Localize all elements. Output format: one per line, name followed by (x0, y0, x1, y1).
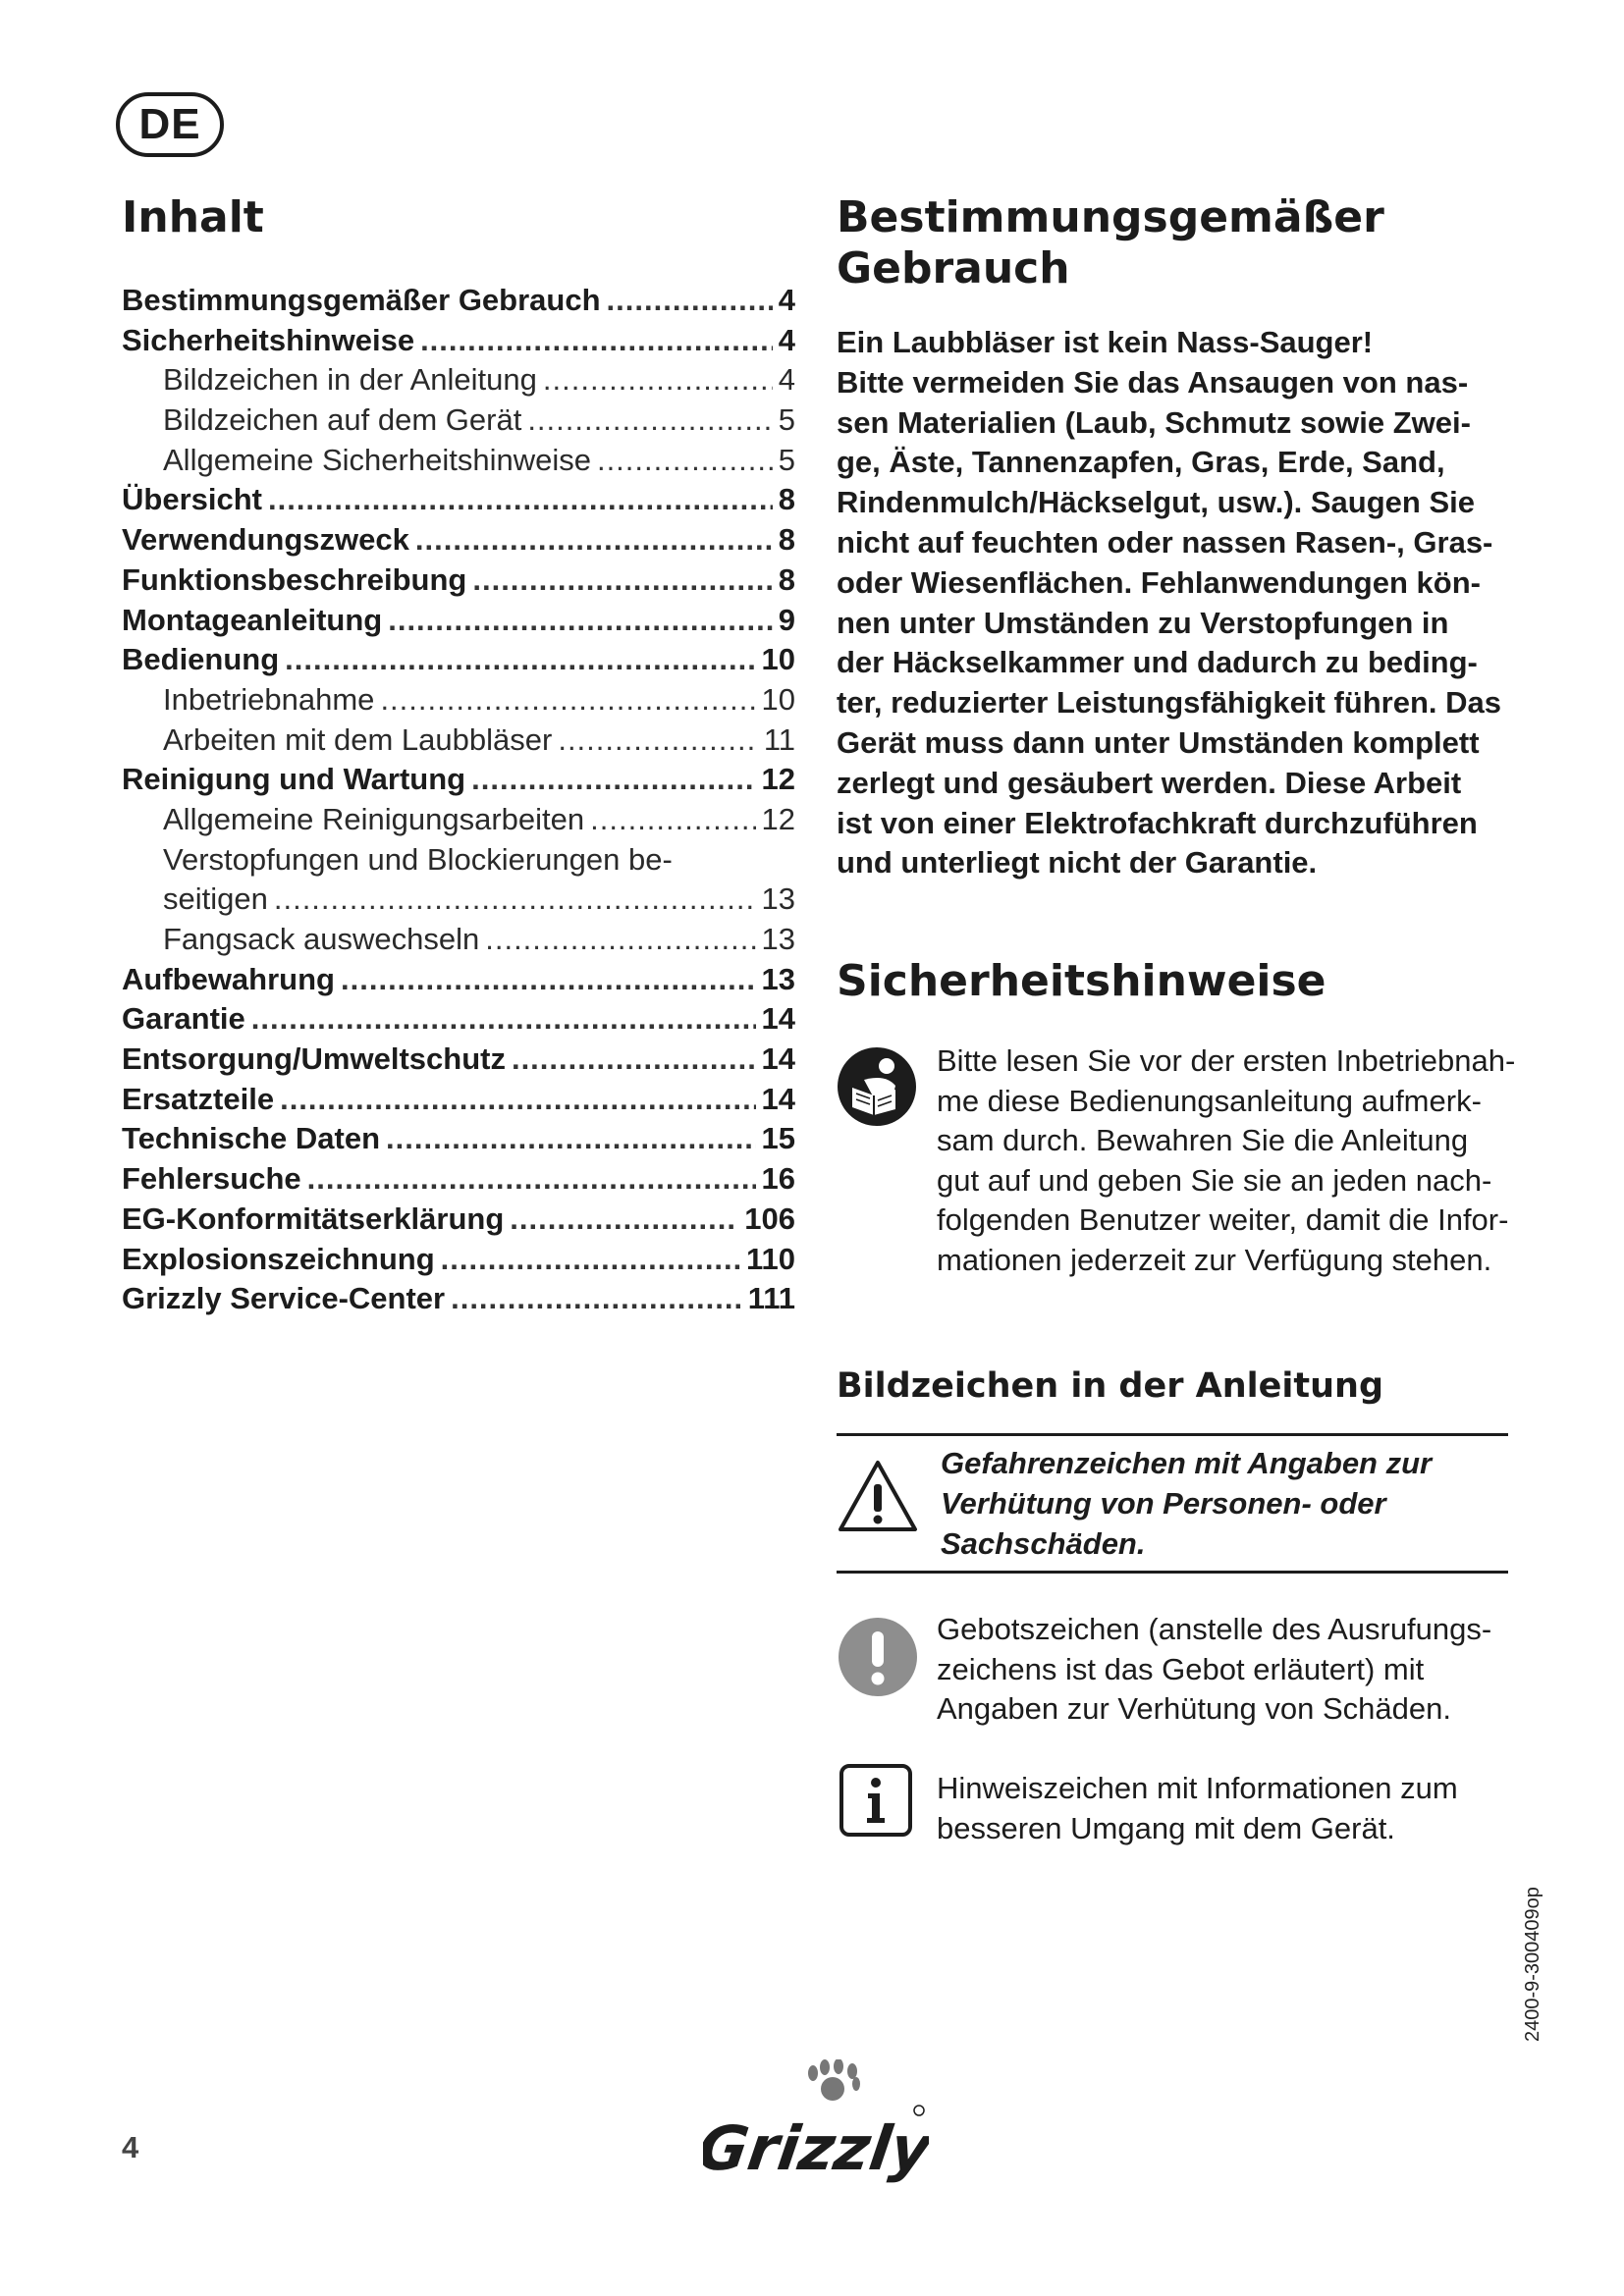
toc-leader (307, 1161, 756, 1197)
toc-leader (510, 1201, 738, 1237)
toc-entry-explosionszeichnung[interactable]: Explosionszeichnung ..... 110 (122, 1242, 795, 1282)
section-title-intended-use: Bestimmungsgemäßer Gebrauch (837, 192, 1384, 294)
toc-leader (558, 722, 757, 758)
toc-leader (512, 1041, 756, 1077)
toc-title: Inhalt (122, 192, 264, 242)
toc-leader (285, 642, 755, 677)
toc-entry-entsorgung[interactable]: Entsorgung/Umweltschutz ..... 14 (122, 1041, 795, 1082)
toc-leader (607, 283, 773, 318)
mandatory-sign-icon (837, 1616, 919, 1703)
toc-entry-reinigung-wartung[interactable]: Reinigung und Wartung ..... 12 (122, 762, 795, 802)
toc-leader (268, 482, 773, 517)
section-title-safety: Sicherheitshinweise (837, 956, 1326, 1006)
toc-entry-allgemeine-sicherheitshinweise[interactable]: Allgemeine Sicherheitshinweise ..... 5 (122, 443, 795, 483)
toc-entry-sicherheitshinweise[interactable]: Sicherheitshinweise ..... 4 (122, 323, 795, 363)
toc-leader (451, 1281, 742, 1316)
info-icon (839, 1763, 913, 1842)
divider-bottom (837, 1571, 1508, 1574)
toc-entry-arbeiten-laubblaeser[interactable]: Arbeiten mit dem Laubbläser ..... 11 (122, 722, 795, 763)
toc-entry-garantie[interactable]: Garantie ..... 14 (122, 1001, 795, 1041)
toc-entry-uebersicht[interactable]: Übersicht ..... 8 (122, 482, 795, 522)
intended-use-text: Ein Laubbläser ist kein Nass-Sauger! Bitte vermeiden Sie das Ansaugen von nas- sen Materialien (Laub, Schmutz sowie Zwei- ge, Äste, Tannenzapfen, Gras, Erde, Sand, Rindenmulch/Häckselgut, usw.). Saugen Sie nicht auf feuchten oder nassen Rasen-, Gras- oder Wiesenflächen. Fehlanwendungen kön- nen unter Umständen zu Verstopfungen in der Häckselkammer und dadurch zu beding- ter, reduzierter Leistungsfähigkeit führen. Das Gerät muss dann unter Umständen komplett zerlegt und gesäubert werden. Diese Arbeit ist von einer Elektrofachkraft durchzuführen und unterliegt nicht der Garantie. (837, 325, 1501, 881)
toc-leader (485, 922, 755, 957)
language-badge: DE (116, 92, 224, 157)
toc-leader (280, 1082, 755, 1117)
toc-leader (543, 362, 773, 398)
toc-entry-fehlersuche[interactable]: Fehlersuche ..... 16 (122, 1161, 795, 1201)
info-sign-text: Hinweiszeichen mit Informationen zum besseren Umgang mit dem Gerät. (937, 1771, 1458, 1845)
toc-leader (386, 1121, 756, 1156)
document-code: 2400-9-300409op (1522, 1887, 1543, 2042)
toc-entry-inbetriebnahme[interactable]: Inbetriebnahme ..... 10 (122, 682, 795, 722)
toc-entry-montageanleitung[interactable]: Montageanleitung ..... 9 (122, 603, 795, 643)
toc-leader (388, 603, 773, 638)
toc-entry-aufbewahrung[interactable]: Aufbewahrung ..... 13 (122, 962, 795, 1002)
read-manual-icon (835, 1044, 919, 1134)
logo-wordmark: Grizzly (703, 2112, 929, 2184)
toc-entry-bedienung[interactable]: Bedienung ..... 10 (122, 642, 795, 682)
table-of-contents (122, 283, 795, 1321)
toc-entry-verstopfungen-line1[interactable]: Verstopfungen und Blockierungen be- (163, 841, 673, 877)
toc-entry-bestimmungsgemaesser-gebrauch[interactable]: Bestimmungsgemäßer Gebrauch ..... 4 (122, 283, 795, 323)
toc-leader (597, 443, 773, 478)
toc-leader (527, 402, 772, 438)
toc-entry-bildzeichen-geraet[interactable]: Bildzeichen auf dem Gerät ..... 5 (122, 402, 795, 443)
toc-leader (380, 682, 755, 718)
toc-leader (420, 323, 773, 358)
toc-entry-service-center[interactable]: Grizzly Service-Center ..... 111 (122, 1281, 795, 1321)
toc-leader (472, 562, 772, 598)
toc-leader (590, 802, 755, 837)
toc-entry-fangsack[interactable]: Fangsack auswechseln ..... 13 (122, 922, 795, 962)
warning-symbol-text: Gefahrenzeichen mit Angaben zur Verhütung von Personen- oder Sachschäden. (941, 1446, 1433, 1561)
toc-leader (274, 881, 756, 917)
toc-leader (415, 522, 773, 558)
warning-triangle-icon (837, 1459, 919, 1538)
toc-leader (471, 762, 755, 797)
divider-top (837, 1433, 1508, 1436)
page-number: 4 (122, 2130, 139, 2164)
toc-entry-bildzeichen-anleitung[interactable]: Bildzeichen in der Anleitung ..... 4 (122, 362, 795, 402)
toc-leader (251, 1001, 756, 1037)
grizzly-logo (703, 2059, 929, 2192)
toc-entry-verstopfungen-line2[interactable]: seitigen ..... 13 (122, 881, 795, 922)
toc-entry-ersatzteile[interactable]: Ersatzteile ..... 14 (122, 1082, 795, 1122)
toc-entry-funktionsbeschreibung[interactable]: Funktionsbeschreibung ..... 8 (122, 562, 795, 603)
mandatory-sign-text: Gebotszeichen (anstelle des Ausrufungs- zeichens ist das Gebot erläutert) mit Angaben zur Verhütung von Schäden. (937, 1612, 1492, 1726)
toc-entry-allgemeine-reinigungsarbeiten[interactable]: Allgemeine Reinigungsarbeiten ..... 12 (122, 802, 795, 842)
toc-entry-eg-konformitaet[interactable]: EG-Konformitätserklärung ..... 106 (122, 1201, 795, 1242)
section-title-symbols: Bildzeichen in der Anleitung (837, 1366, 1384, 1406)
toc-entry-technische-daten[interactable]: Technische Daten ..... 15 (122, 1121, 795, 1161)
toc-entry-verwendungszweck[interactable]: Verwendungszweck ..... 8 (122, 522, 795, 562)
toc-leader (441, 1242, 740, 1277)
toc-leader (341, 962, 756, 997)
read-manual-text: Bitte lesen Sie vor der ersten Inbetriebnah- me diese Bedienungsanleitung aufmerk- sam durch. Bewahren Sie die Anleitung gut auf und geben Sie sie an jeden nach- folgenden Benutzer weiter, damit die Infor- mationen jederzeit zur Verfügung stehen. (937, 1043, 1516, 1277)
